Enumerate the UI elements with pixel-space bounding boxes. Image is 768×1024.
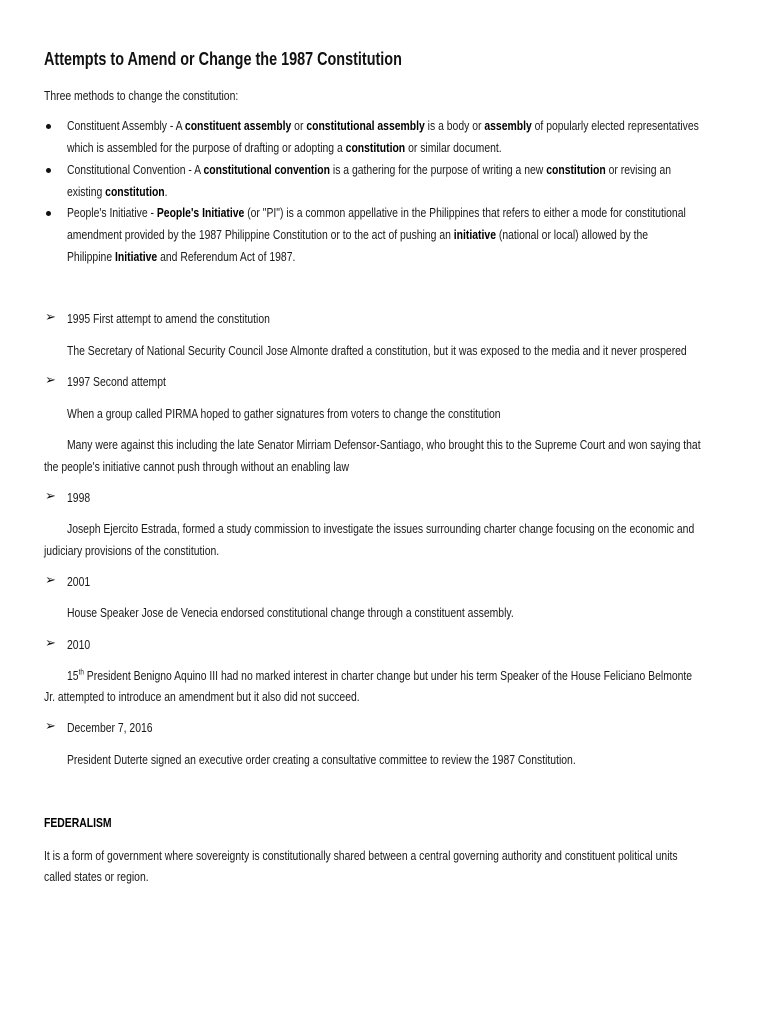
arrow-bullet-icon: ➢ [45, 573, 56, 588]
timeline-1995-heading: 1995 First attempt to amend the constitution [67, 311, 270, 326]
timeline-1997-text-2: Many were against this including the late Senator Mirriam Defensor-Santiago, who brought this to the Supreme Court and won saying that [67, 437, 701, 452]
method-initiative-line2: amendment provided by the 1987 Philippine Constitution or to the act of pushing an initiative (national or local) allowed by the [67, 227, 649, 242]
timeline-2010-text: 15th President Benigno Aquino III had no marked interest in charter change but under his term Speaker of the House Feliciano Belmonte [67, 667, 693, 683]
timeline-1997-heading: 1997 Second attempt [67, 374, 166, 389]
page-title: Attempts to Amend or Change the 1987 Constitution [44, 49, 402, 69]
timeline-2001-text: House Speaker Jose de Venecia endorsed constitutional change through a constituent assembly. [67, 605, 514, 620]
bullet-dot [46, 124, 51, 129]
timeline-2010-text-cont: Jr. attempted to introduce an amendment but it also did not succeed. [44, 689, 360, 704]
timeline-1998-text-cont: judiciary provisions of the constitution. [44, 543, 220, 558]
arrow-bullet-icon: ➢ [45, 373, 56, 388]
method-convention-line1: Constitutional Convention - A constitutional convention is a gathering for the purpose of writing a new constitution or revising an [67, 162, 672, 177]
timeline-2016-text: President Duterte signed an executive order creating a consultative committee to review the 1987 Constitution. [67, 752, 576, 767]
method-initiative-line1: People's Initiative - People's Initiative (or "PI") is a common appellative in the Philippines that refers to either a mode for constitutional [67, 205, 686, 220]
timeline-2010-heading: 2010 [67, 637, 91, 652]
bullet-dot [46, 168, 51, 173]
timeline-1997-text: When a group called PIRMA hoped to gather signatures from voters to change the constitution [67, 406, 501, 421]
timeline-2016-heading: December 7, 2016 [67, 720, 153, 735]
method-initiative-line3: Philippine Initiative and Referendum Act of 1987. [67, 249, 296, 264]
federalism-heading: FEDERALISM [44, 815, 112, 830]
federalism-text-cont: called states or region. [44, 869, 149, 884]
method-assembly-line1: Constituent Assembly - A constituent assembly or constitutional assembly is a body or assembly of popularly elected representatives [67, 118, 699, 133]
timeline-2001-heading: 2001 [67, 574, 91, 589]
federalism-text: It is a form of government where sovereignty is constitutionally shared between a central governing authority and constituent political units [44, 848, 678, 863]
intro-text: Three methods to change the constitution: [44, 88, 239, 103]
timeline-1995-text: The Secretary of National Security Council Jose Almonte drafted a constitution, but it was exposed to the media and it never prospered [67, 343, 687, 358]
arrow-bullet-icon: ➢ [45, 489, 56, 504]
method-assembly-line2: which is assembled for the purpose of drafting or adopting a constitution or similar document. [67, 140, 502, 155]
bullet-dot [46, 211, 51, 216]
arrow-bullet-icon: ➢ [45, 636, 56, 651]
timeline-1998-text: Joseph Ejercito Estrada, formed a study commission to investigate the issues surrounding charter change focusing on the economic and [67, 521, 695, 536]
timeline-1998-heading: 1998 [67, 490, 91, 505]
method-convention-line2: existing constitution. [67, 184, 168, 199]
arrow-bullet-icon: ➢ [45, 310, 56, 325]
arrow-bullet-icon: ➢ [45, 719, 56, 734]
timeline-1997-text-2-cont: the people's initiative cannot push through without an enabling law [44, 459, 349, 474]
